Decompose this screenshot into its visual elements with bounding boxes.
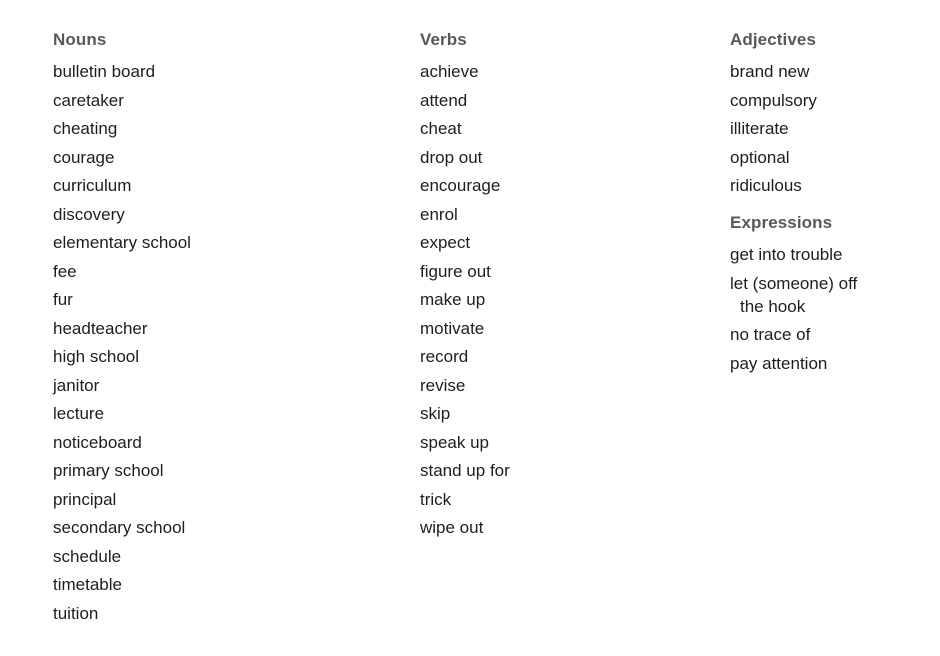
word-item: motivate	[420, 318, 485, 338]
word-item: bulletin board	[53, 62, 156, 81]
word-item: janitor	[53, 375, 100, 395]
word-item: principal	[53, 489, 117, 509]
word-item: make up	[420, 290, 486, 309]
vocab-section	[730, 28, 870, 197]
word-item: courage	[53, 147, 115, 167]
word-item: timetable	[53, 575, 122, 594]
section-heading: Nouns	[53, 30, 107, 49]
word-item: wipe out	[420, 518, 484, 537]
word-item: high school	[53, 347, 140, 366]
word-item: stand up for	[420, 461, 510, 480]
word-list	[730, 60, 870, 197]
section-heading: Expressions	[730, 213, 833, 232]
word-item: optional	[730, 147, 790, 167]
word-item: schedule	[53, 546, 122, 566]
word-item: expect	[420, 233, 471, 252]
word-item: fee	[53, 261, 77, 281]
word-item: primary school	[53, 461, 164, 480]
word-item: no trace of	[730, 325, 811, 344]
word-list	[730, 243, 870, 375]
word-item: skip	[420, 404, 451, 423]
word-item: brand new	[730, 62, 810, 81]
word-item: let (someone) off the hook	[730, 273, 858, 316]
word-item: cheat	[420, 119, 462, 138]
word-item: record	[420, 347, 469, 366]
word-item: noticeboard	[53, 432, 142, 452]
verbs-column	[420, 28, 730, 545]
word-item: revise	[420, 375, 466, 395]
section-heading: Verbs	[420, 30, 467, 49]
word-item: drop out	[420, 147, 483, 167]
word-item: headteacher	[53, 318, 148, 338]
word-item: encourage	[420, 176, 501, 195]
vocab-section	[53, 28, 420, 625]
word-item: caretaker	[53, 90, 124, 110]
nouns-column	[53, 28, 420, 630]
word-item: elementary school	[53, 233, 191, 252]
word-item: attend	[420, 90, 468, 110]
adjectives-expressions-column	[730, 28, 870, 380]
word-item: lecture	[53, 404, 105, 423]
word-item: enrol	[420, 204, 458, 224]
word-item: tuition	[53, 603, 99, 623]
word-item: pay attention	[730, 353, 828, 373]
word-list	[420, 60, 730, 539]
word-item: secondary school	[53, 518, 186, 537]
word-item: illiterate	[730, 119, 789, 138]
word-item: figure out	[420, 261, 491, 281]
vocab-section	[730, 211, 870, 375]
vocab-section	[420, 28, 730, 539]
word-item: speak up	[420, 432, 489, 452]
word-item: achieve	[420, 62, 479, 81]
word-item: discovery	[53, 204, 125, 224]
word-item: fur	[53, 290, 73, 309]
word-item: trick	[420, 489, 452, 509]
word-item: compulsory	[730, 90, 817, 110]
word-item: get into trouble	[730, 245, 843, 264]
section-heading: Adjectives	[730, 30, 817, 49]
word-list	[53, 60, 420, 625]
word-item: curriculum	[53, 176, 132, 195]
word-item: cheating	[53, 119, 118, 138]
word-item: ridiculous	[730, 176, 802, 195]
vocabulary-columns	[53, 28, 940, 630]
